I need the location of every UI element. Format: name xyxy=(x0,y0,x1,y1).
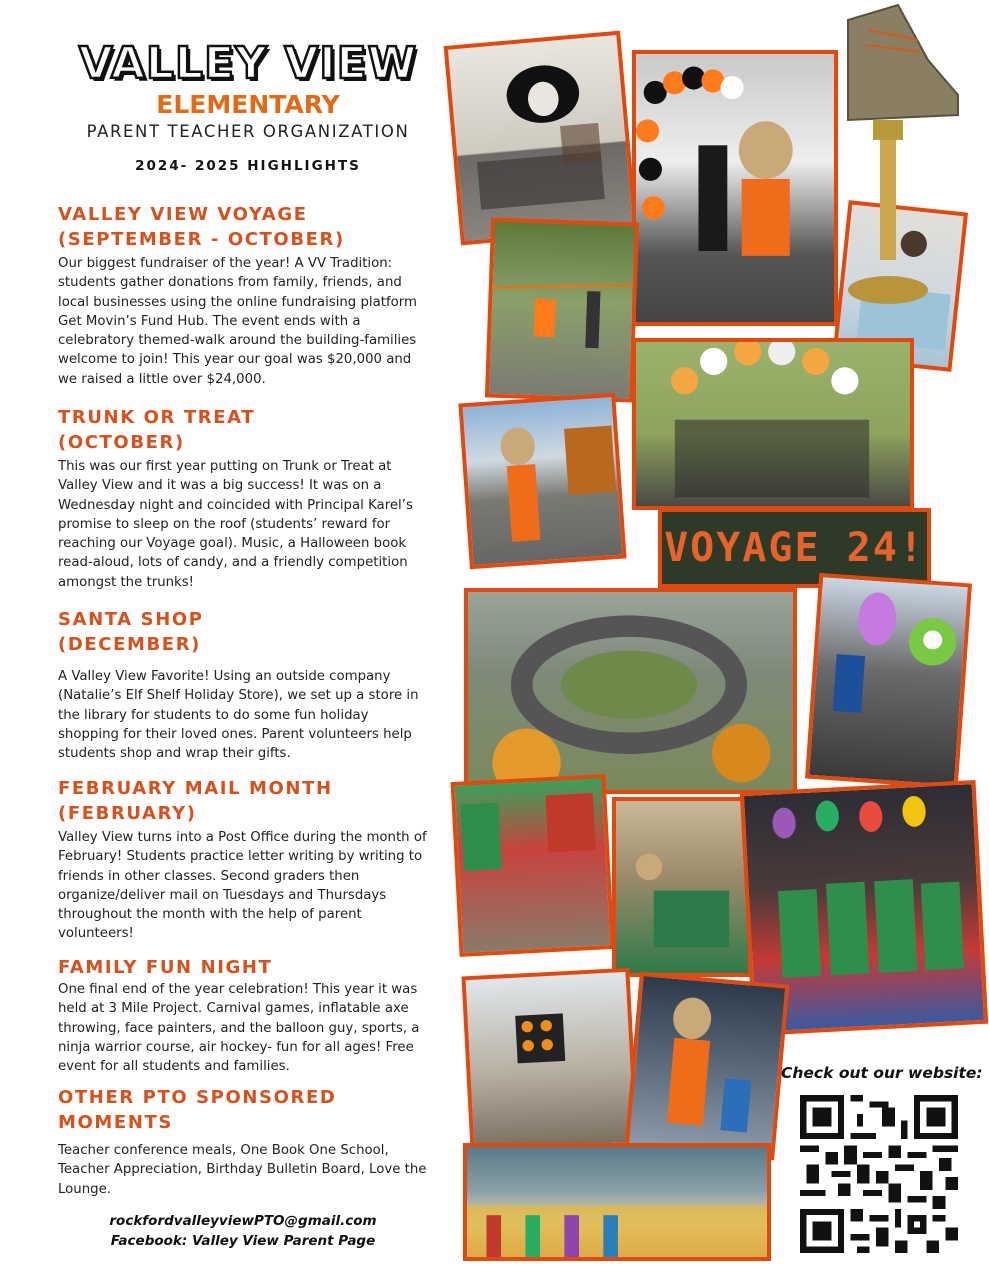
highlights-label: 2024- 2025 HIGHLIGHTS xyxy=(135,158,361,174)
organization-name: PARENT TEACHER ORGANIZATION xyxy=(86,122,410,141)
section-mail-month: FEBRUARY MAIL MONTH (FEBRUARY) Valley View turns into a Post Office during the month of February! Students practice letter writing by writing to friends in other classes. Second graders then organize/deliver mail on Tuesdays and Thursdays throughout the month with the help of parent volunteers! xyxy=(58,776,433,944)
ram-mural-icon xyxy=(448,35,633,240)
mascot-basketball-icon xyxy=(629,976,785,1154)
photo-mascot-walking xyxy=(458,393,626,570)
photo-voyage-hallway xyxy=(444,31,638,246)
section-subheading: FEBRUARY xyxy=(67,803,187,824)
page-title: VALLEY VIEW xyxy=(78,38,418,89)
facebook-link[interactable]: Facebook: Valley View Parent Page xyxy=(110,1233,376,1249)
section-body: Teacher conference meals, One Book One School, Teacher Appreciation, Birthday Bulletin Board, Love the Lounge. xyxy=(58,1143,427,1197)
photo-trunk-or-treat-aerial xyxy=(464,588,797,794)
photo-santa-shop-1 xyxy=(451,774,615,957)
shop-icon xyxy=(455,778,610,951)
photo-santa-shop-2 xyxy=(612,797,752,977)
section-heading: FAMILY FUN NIGHT xyxy=(58,957,273,978)
section-subheading: DECEMBER xyxy=(67,634,192,655)
photo-balloon-arch-group xyxy=(632,338,914,510)
section-heading: OTHER PTO SPONSORED MOMENTS xyxy=(58,1087,337,1133)
section-subheading: SEPTEMBER - OCTOBER xyxy=(67,229,336,250)
voyage-sign-text: VOYAGE 24! xyxy=(664,525,925,571)
section-body: One final end of the year celebration! This year it was held at 3 Mile Project. Carnival games, inflatable axe throwing, face painters, and the balloon guy, sports, a ninja warrior course, air hockey- fun for all ages! Free event for all students and families. xyxy=(58,982,420,1075)
section-heading: TRUNK OR TREAT xyxy=(58,407,256,428)
email-link[interactable]: rockfordvalleyviewPTO@gmail.com xyxy=(109,1213,377,1229)
qr-code-icon[interactable] xyxy=(800,1095,958,1253)
mascot-icon xyxy=(636,54,834,319)
photo-walk-ribbon xyxy=(485,217,639,402)
section-subheading: OCTOBER xyxy=(67,432,175,453)
section-trunk-or-treat: TRUNK OR TREAT (OCTOBER) This was our first year putting on Trunk or Treat at Valley View and it was a big success! It was on a Wednesday night and coincided with Principal Karel’s promise to sleep on the roof (students’ reward for reaching our Voyage goal). Music, a Halloween book read-aloud, lots of candy, and a friendly competition amongst the trunks! xyxy=(58,405,433,592)
group-photo-icon xyxy=(636,342,910,509)
photo-mascot-balloons xyxy=(632,50,838,326)
contact-info xyxy=(58,1211,428,1251)
section-family-fun-night xyxy=(58,955,433,1076)
monster-costume-icon xyxy=(809,577,967,782)
section-other-pto xyxy=(58,1085,433,1199)
section-heading: FEBRUARY MAIL MONTH xyxy=(58,778,333,799)
trophy-shoe-icon xyxy=(818,0,968,320)
section-santa-shop: SANTA SHOP (DECEMBER) A Valley View Favorite! Using an outside company (Natalie’s Elf Shelf Holiday Store), we set up a store in the library for students to do some fun holiday shopping for their loved ones. Parent volunteers help students shop and wrap their gifts. xyxy=(58,607,433,763)
section-heading: VALLEY VIEW VOYAGE xyxy=(58,204,308,225)
mascot-walk-icon xyxy=(463,397,623,565)
snack-table-icon xyxy=(467,1147,767,1261)
page-subtitle: ELEMENTARY xyxy=(156,90,340,119)
section-body: A Valley View Favorite! Using an outside company (Natalie’s Elf Shelf Holiday Store), we set up a store in the library for students to do some fun holiday shopping for their loved ones. Parent volunteers help students shop and wrap their gifts. xyxy=(58,669,419,762)
section-body: Valley View turns into a Post Office during the month of February! Students practice letter writing by writing to friends in other classes. Second graders then organize/deliver mail on Tuesdays and Thursdays throughout the month with the help of parent volunteers! xyxy=(58,830,427,942)
cars-circle-icon xyxy=(468,592,793,793)
section-body: This was our first year putting on Trunk or Treat at Valley View and it was a big success! It was on a Wednesday night and coincided with Principal Karel’s promise to sleep on the roof (students’ reward for reaching our Voyage goal). Music, a Halloween book read-aloud, lots of candy, and a friendly competition amongst the trunks! xyxy=(58,459,413,590)
website-label: Check out our website: xyxy=(781,1064,983,1082)
section-heading: SANTA SHOP xyxy=(58,609,204,630)
runner-icon xyxy=(489,222,635,397)
photo-costume-trunk xyxy=(805,573,972,789)
photo-voyage-sign xyxy=(658,508,931,588)
wrapping-icon xyxy=(616,801,748,971)
section-voyage: VALLEY VIEW VOYAGE (SEPTEMBER - OCTOBER) Our biggest fundraiser of the year! A VV Tradition: students gather donations from family, friends, and local businesses using the online fundraising platform Get Movin’s Fund Hub. The event ends with a celebratory themed-walk around the building-families welcome to join! This year our goal was $20,000 and we raised a little over $24,000. xyxy=(58,202,433,389)
photo-family-fun-night-1 xyxy=(461,968,638,1155)
section-body: Our biggest fundraiser of the year! A VV Tradition: students gather donations from family, friends, and local businesses using the online fundraising platform Get Movin’s Fund Hub. The event ends with a celebratory themed-walk around the building-families welcome to join! This year our goal was $20,000 and we raised a little over $24,000. xyxy=(58,256,417,387)
photo-lounge-table xyxy=(463,1143,771,1261)
game-board-icon xyxy=(466,972,635,1150)
photo-family-fun-night-2 xyxy=(625,972,790,1160)
